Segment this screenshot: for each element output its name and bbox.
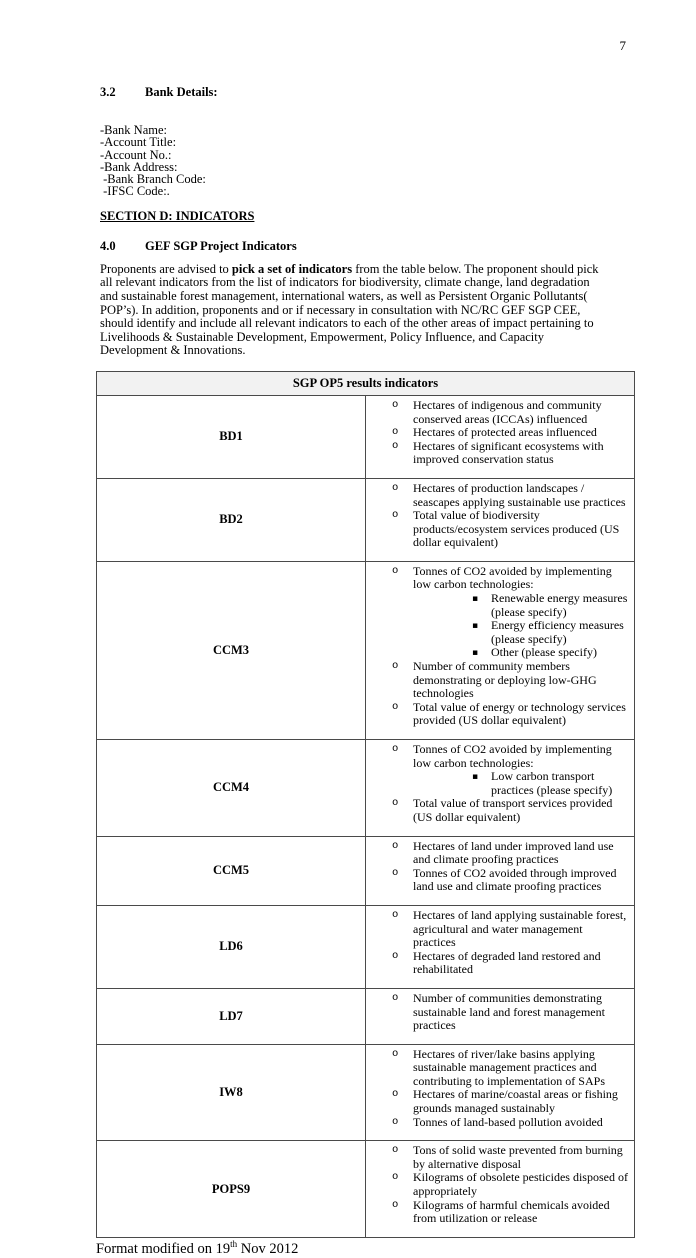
indicators-paragraph [100,263,600,358]
indicator-items [366,1044,635,1141]
indicator-item [366,1116,628,1130]
indicator-item [366,1048,628,1089]
indicator-item-text: Kilograms of obsolete pesticides disposed of appropriately [413,1170,628,1199]
indicator-item-text: Hectares of protected areas influenced [413,425,597,440]
indicator-code: CCM4 [97,740,366,837]
indicator-code: IW8 [97,1044,366,1141]
indicator-item-text: Low carbon transport practices (please specify) [491,769,613,797]
indicator-item [366,1199,628,1226]
indicator-item [366,440,628,467]
circle-bullet-icon: o [392,1198,399,1211]
square-bullet-icon: ▪ [472,772,479,783]
indicator-code: CCM3 [97,561,366,739]
indicator-item-text: Total value of biodiversity products/ecosystem services produced (US dollar equivalent) [413,508,620,550]
footer-text: Format modified on 19 [96,1240,231,1257]
indicator-item [366,619,628,646]
circle-bullet-icon: o [392,509,399,522]
section-d-heading: SECTION D: INDICATORS [100,208,255,223]
square-bullet-icon: ▪ [472,648,479,659]
indicator-items [366,1141,635,1238]
indicator-item [366,909,628,950]
table-title: SGP OP5 results indicators [97,371,635,395]
circle-bullet-icon: o [392,743,399,755]
circle-bullet-icon: o [392,1171,399,1184]
bank-detail-line: -Account No.: [100,147,172,162]
table-header-row [97,371,635,395]
table-row [97,905,635,988]
indicators-table [96,371,635,1238]
indicator-item-text: Tonnes of CO2 avoided through improved land use and climate proofing practices [413,865,617,894]
footer-text: Nov 2012 [237,1240,299,1257]
bank-detail-line: -Bank Address: [100,159,178,174]
circle-bullet-icon: o [392,866,399,879]
indicator-item-text: Hectares of land applying sustainable forest, agricultural and water management practices [413,907,627,950]
indicator-item-text: Renewable energy measures (please specify) [491,591,628,619]
indicator-item-text: Number of community members demonstrating or deploying low-GHG technologies [413,659,597,701]
indicator-items [366,561,635,739]
indicator-item [366,509,628,550]
section-number: 4.0 [100,238,116,253]
indicator-item-text: Hectares of production landscapes / seascapes applying sustainable use practices [413,480,626,509]
table-row [97,1141,635,1238]
section-title: GEF SGP Project Indicators [145,238,297,253]
footer-superscript: th [230,1238,238,1249]
circle-bullet-icon: o [392,797,399,810]
circle-bullet-icon: o [392,1115,399,1128]
bank-details-heading [100,85,634,100]
circle-bullet-icon: o [392,839,399,852]
bank-detail-line: -IFSC Code:. [100,184,170,199]
square-bullet-icon: ▪ [472,594,479,605]
indicator-items [366,905,635,988]
indicator-item [366,840,628,867]
indicator-items [366,836,635,905]
page-number: 7 [619,38,626,53]
indicator-item [366,743,628,770]
bank-detail-line: -Account Title: [100,135,177,150]
indicator-item-text: Number of communities demonstrating sustainable land and forest management practices [413,990,605,1033]
indicator-item-text: Total value of energy or technology services provided (US dollar equivalent) [413,699,626,728]
indicator-item [366,867,628,894]
indicator-code: POPS9 [97,1141,366,1238]
indicator-item [366,950,628,977]
circle-bullet-icon: o [392,564,399,577]
indicator-code: BD1 [97,395,366,478]
footer-note [96,1238,634,1258]
indicator-items [366,988,635,1044]
indicator-item-text: Energy efficiency measures (please specify) [491,618,624,646]
circle-bullet-icon: o [392,1088,399,1101]
table-row [97,836,635,905]
indicator-code: LD7 [97,988,366,1044]
indicator-item-text: Tonnes of CO2 avoided by implementing low carbon technologies: [413,742,612,770]
indicator-item-text: Hectares of land under improved land use and climate proofing practices [413,838,614,867]
project-indicators-heading [100,239,634,254]
indicator-item [366,660,628,701]
indicator-item-text: Hectares of degraded land restored and rehabilitated [413,948,601,977]
indicator-code: LD6 [97,905,366,988]
circle-bullet-icon: o [392,1144,399,1157]
indicator-code: BD2 [97,478,366,561]
table-row [97,561,635,739]
indicator-items [366,478,635,561]
bank-details-list [100,124,634,198]
circle-bullet-icon: o [392,439,399,452]
table-row [97,1044,635,1141]
indicator-item [366,592,628,619]
circle-bullet-icon: o [392,700,399,713]
circle-bullet-icon: o [392,908,399,921]
indicator-item [366,426,628,440]
table-row [97,740,635,837]
bank-detail-line: -Bank Name: [100,123,167,137]
bank-detail-line: -Bank Branch Code: [100,172,206,187]
indicator-items [366,740,635,837]
circle-bullet-icon: o [392,481,399,494]
indicator-item [366,565,628,592]
indicator-item-text: Tonnes of land-based pollution avoided [413,1114,603,1129]
table-row [97,988,635,1044]
circle-bullet-icon: o [392,949,399,962]
square-bullet-icon: ▪ [472,621,479,632]
section-title: Bank Details: [145,85,218,99]
table-row [97,478,635,561]
indicator-item [366,701,628,728]
indicator-item [366,399,628,426]
indicator-item [366,1144,628,1171]
paragraph-bold-text: pick a set of indicators [231,261,353,276]
indicator-item [366,646,628,660]
indicator-item [366,770,628,797]
circle-bullet-icon: o [392,1047,399,1060]
indicator-item [366,797,628,824]
circle-bullet-icon: o [392,426,399,439]
indicator-code: CCM5 [97,836,366,905]
indicator-item-text: Other (please specify) [491,645,597,660]
indicator-item-text: Hectares of river/lake basins applying sustainable management practices and contributing to implementation of SAPs [413,1046,605,1088]
indicator-item-text: Hectares of marine/coastal areas or fishing grounds managed sustainably [413,1087,618,1116]
circle-bullet-icon: o [392,398,399,411]
indicator-items [366,395,635,478]
table-row [97,395,635,478]
indicator-item [366,482,628,509]
section-number: 3.2 [100,85,116,99]
indicator-item-text: Tons of solid waste prevented from burning by alternative disposal [413,1143,623,1171]
circle-bullet-icon: o [392,660,399,673]
indicators-table-body [97,371,635,1237]
indicator-item [366,1088,628,1115]
indicator-item-text: Hectares of significant ecosystems with improved conservation status [413,438,604,467]
indicator-item-text: Hectares of indigenous and community conserved areas (ICCAs) influenced [413,397,602,426]
circle-bullet-icon: o [392,991,399,1004]
paragraph-text: Proponents are advised to [100,261,232,276]
paragraph-text: from the table below. The proponent should pick all relevant indicators from the list of indicators for biodiversity, climate change, land degradation and sustainable forest management, international waters, as well as Persistent Organic Pollutants( POP’s). In addition, proponents and or if necessary in consultation with NC/RC GEF SGP CEE, should identify and include all relevant indicators to each of the other areas of impact pertaining to Livelihoods & Sustainable Development, Empowerment, Policy Influence, and Capacity Development & Innovations. [100,261,599,358]
indicator-item-text: Kilograms of harmful chemicals avoided from utilization or release [413,1197,610,1226]
indicator-item-text: Total value of transport services provided (US dollar equivalent) [413,796,613,824]
indicator-item [366,992,628,1033]
indicator-item [366,1171,628,1198]
indicator-item-text: Tonnes of CO2 avoided by implementing low carbon technologies: [413,563,612,592]
